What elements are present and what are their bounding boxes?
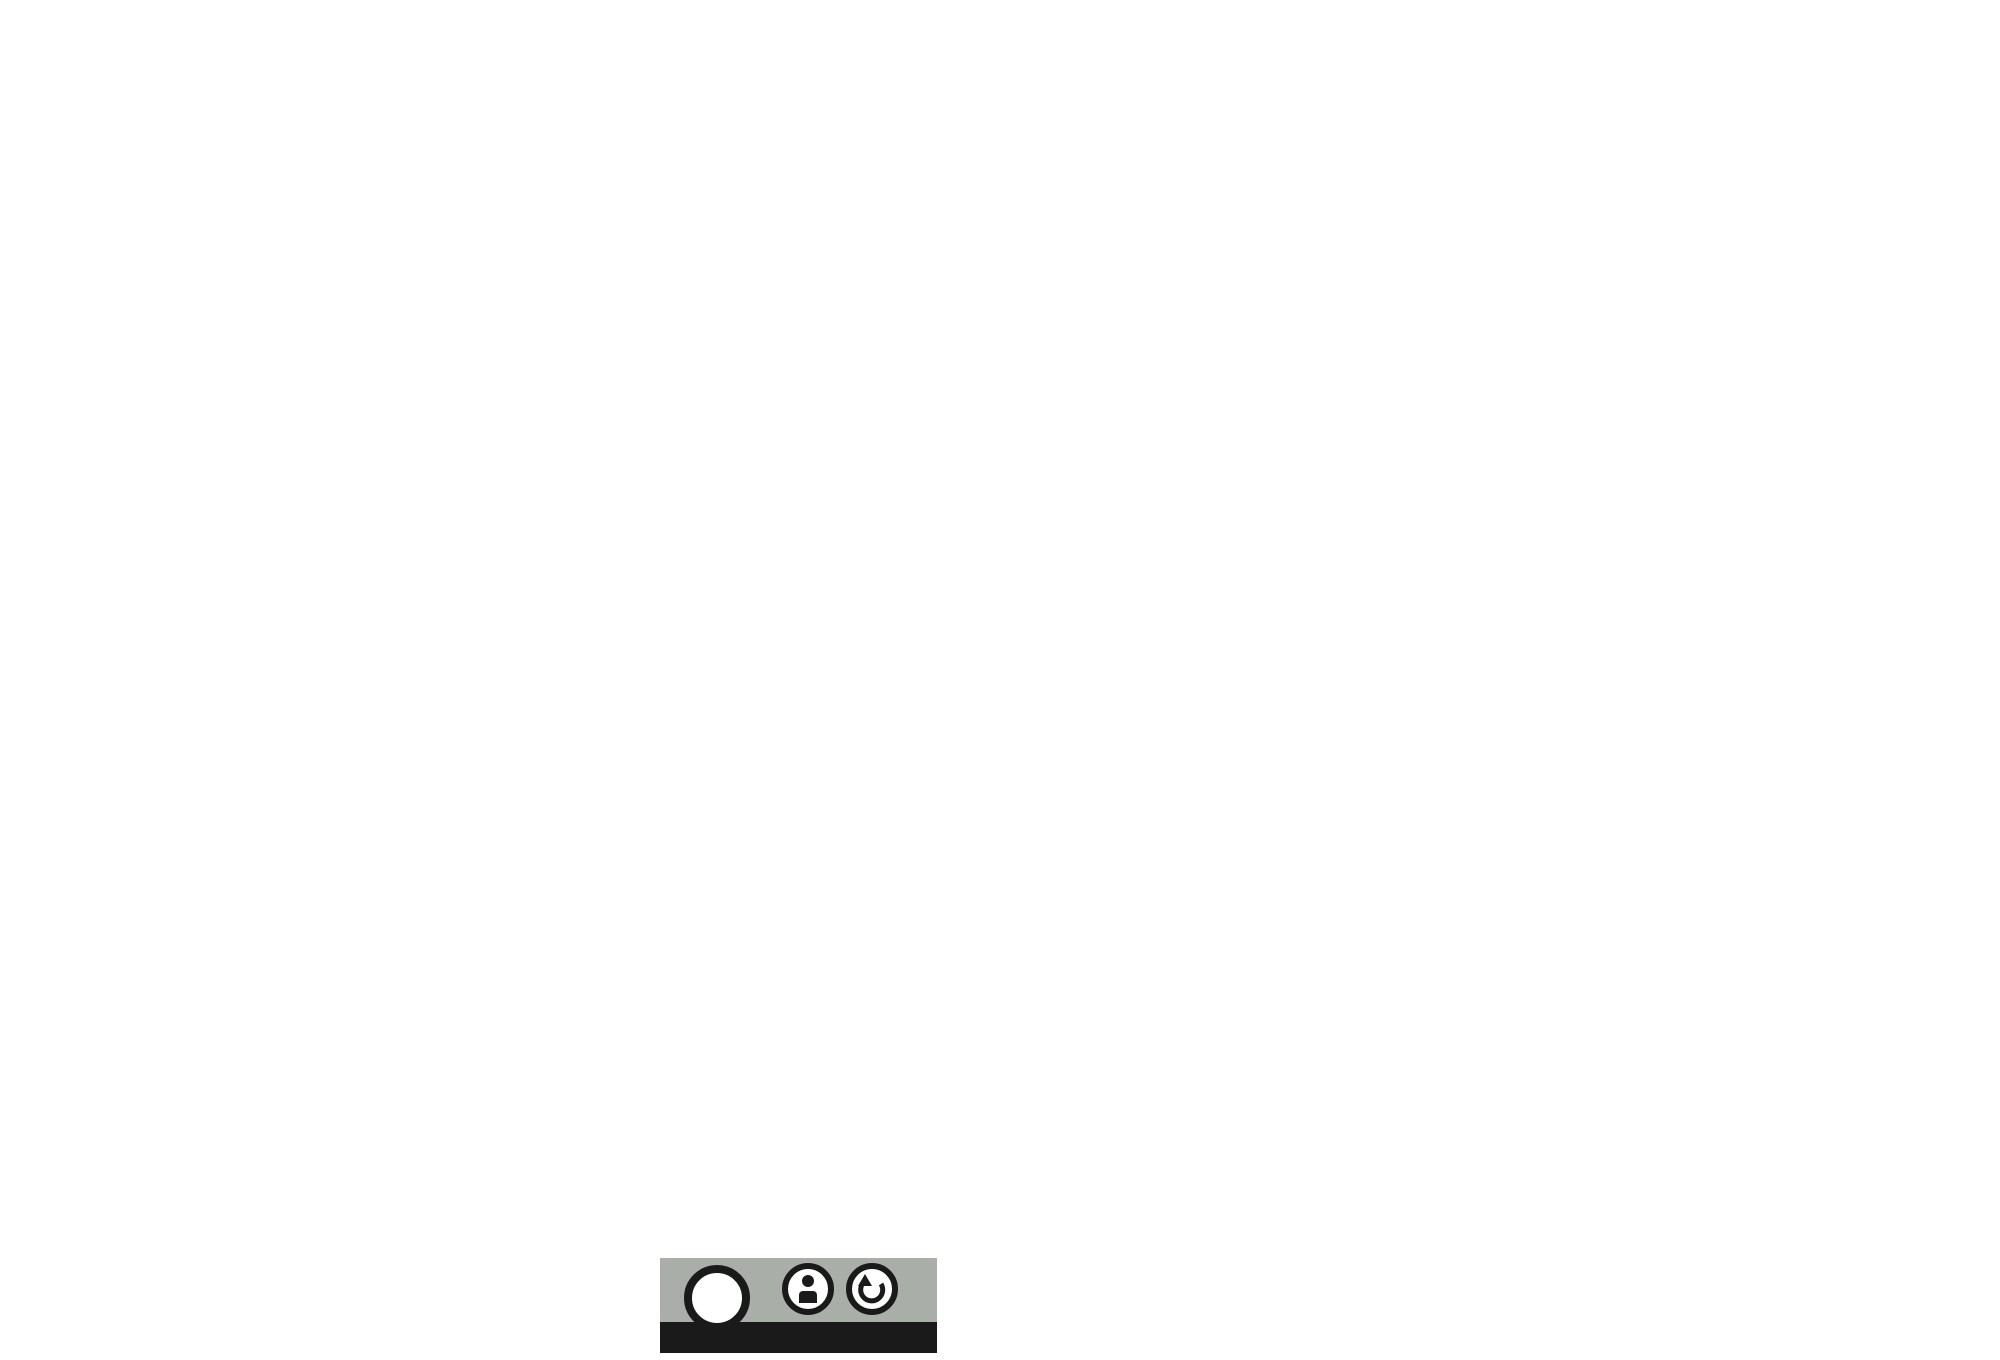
by-person-icon: [785, 1266, 831, 1312]
sa-arrow-icon: [849, 1266, 895, 1312]
cc-circle-icon: [688, 1269, 746, 1327]
by-person-body: [799, 1291, 817, 1303]
by-person-head: [802, 1275, 814, 1287]
cc-by-sa-badge: [660, 1258, 937, 1353]
